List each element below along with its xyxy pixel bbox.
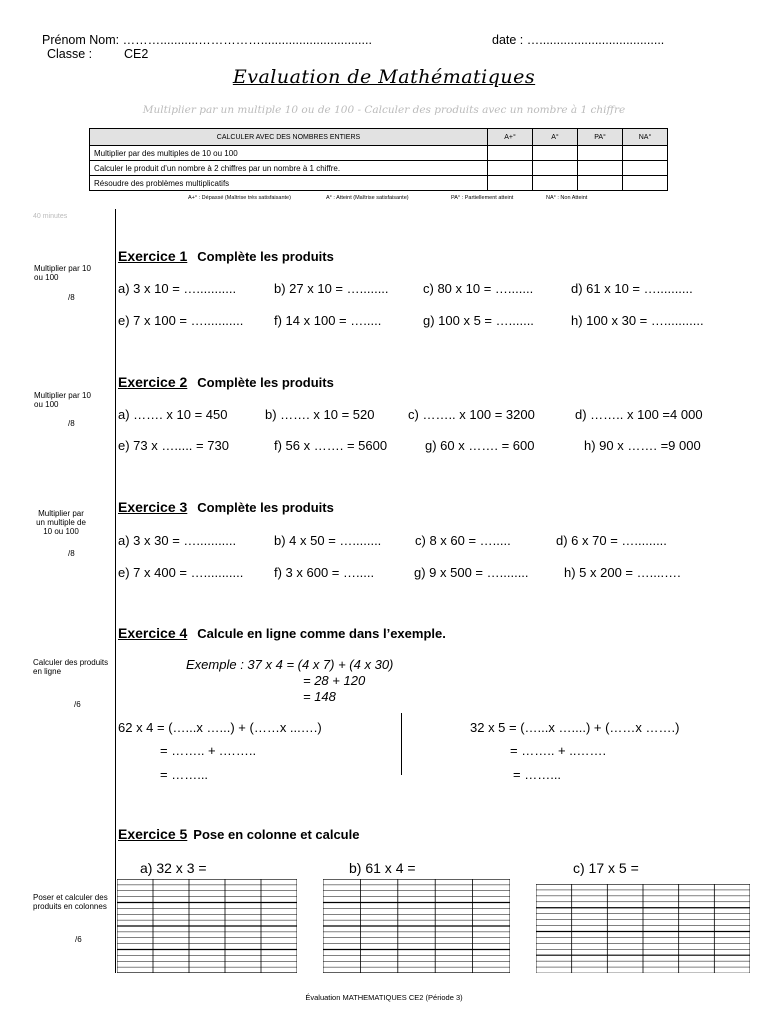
margin-label: Multiplier par un multiple de 10 ou 100	[36, 509, 86, 536]
level-cell	[578, 176, 623, 191]
legend-a-plus: A+° : Dépassé (Maîtrise très satisfaisante)	[188, 195, 291, 201]
page-subtitle: Multiplier par un multiple 10 ou de 100 - Calculer des produits avec un nombre à 1 chiffre	[142, 104, 626, 116]
exercise-instruction: Complète les produits	[197, 500, 334, 515]
margin-label: Multiplier par 10 ou 100	[34, 391, 91, 409]
question-2f: f) 56 x ……. = 5600	[274, 438, 388, 453]
question-3d: d) 6 x 70 = ….........	[556, 533, 667, 548]
question-2g: g) 60 x ……. = 600	[425, 438, 535, 453]
question-1g: g) 100 x 5 = ….......	[423, 313, 534, 328]
exercise-number: Exercice 5	[118, 826, 188, 842]
level-cell	[533, 146, 578, 161]
margin-label: Poser et calculer des produits en colonnes	[33, 893, 108, 911]
exercise-instruction: Calcule en ligne comme dans l’exemple.	[197, 626, 446, 641]
level-cell	[488, 146, 533, 161]
competency-header-row	[90, 129, 668, 146]
competency-header: CALCULER AVEC DES NOMBRES ENTIERS	[90, 129, 488, 146]
legend-a: A° : Atteint (Maîtrise satisfaisante)	[326, 195, 409, 201]
exercise-3-heading	[118, 499, 334, 515]
column-grid-b	[323, 879, 510, 973]
competency-cell: Multiplier par des multiples de 10 ou 100	[90, 146, 488, 161]
exercise-4-heading	[118, 625, 446, 641]
exercise-number: Exercice 4	[118, 625, 188, 641]
legend-pa: PA° : Partiellement atteint	[451, 195, 514, 201]
exercise-number: Exercice 3	[118, 499, 188, 515]
level-cell	[623, 146, 668, 161]
legend-na: NA° : Non Atteint	[546, 195, 588, 201]
exercise-number: Exercice 1	[118, 248, 188, 264]
score-box: /8	[68, 549, 75, 558]
level-cell	[578, 161, 623, 176]
level-cell	[623, 176, 668, 191]
table-row	[90, 161, 668, 176]
margin-label: Multiplier par 10 ou 100	[34, 264, 91, 282]
score-box: /6	[74, 700, 81, 709]
level-cell	[488, 176, 533, 191]
calc-left-line-1: 62 x 4 = (…...x …...) + (……x ...….)	[118, 720, 322, 735]
name-field-label: Prénom Nom: ………...........……………................................	[42, 33, 372, 47]
exercise-number: Exercice 2	[118, 374, 188, 390]
column-grid-a	[117, 879, 297, 973]
question-5c: c) 17 x 5 =	[573, 860, 639, 876]
question-1h: h) 100 x 30 = …...........	[571, 313, 704, 328]
question-3f: f) 3 x 600 = ….....	[274, 565, 375, 580]
question-3b: b) 4 x 50 = …........	[274, 533, 382, 548]
calc-left-line-2: = …….. + .……..	[160, 743, 257, 758]
exercise-instruction: Complète les produits	[197, 375, 334, 390]
question-5a: a) 32 x 3 =	[140, 860, 207, 876]
question-2a: a) ……. x 10 = 450	[118, 407, 228, 422]
question-3h: h) 5 x 200 = …....….	[564, 565, 681, 580]
question-2h: h) 90 x ……. =9 000	[584, 438, 701, 453]
example-line-1: Exemple : 37 x 4 = (4 x 7) + (4 x 30)	[186, 657, 394, 672]
level-header-a-plus: A+°	[488, 129, 533, 146]
exercise-2-heading	[118, 374, 334, 390]
question-2b: b) ……. x 10 = 520	[265, 407, 375, 422]
exercise-instruction: Pose en colonne et calcule	[193, 827, 360, 842]
question-5b: b) 61 x 4 =	[349, 860, 416, 876]
score-box: /8	[68, 419, 75, 428]
score-box: /8	[68, 293, 75, 302]
page-footer: Évaluation MATHEMATIQUES CE2 (Période 3)	[305, 993, 463, 1002]
exercise-instruction: Complète les produits	[197, 249, 334, 264]
question-1d: d) 61 x 10 = …..........	[571, 281, 693, 296]
level-header-pa: PA°	[578, 129, 623, 146]
level-cell	[488, 161, 533, 176]
margin-label: Calculer des produits en ligne	[33, 658, 109, 676]
question-1a: a) 3 x 10 = …...........	[118, 281, 237, 296]
table-row	[90, 176, 668, 191]
exercise-5-heading	[118, 826, 359, 842]
level-header-a: A°	[533, 129, 578, 146]
question-3c: c) 8 x 60 = ….....	[415, 533, 511, 548]
competency-cell: Calculer le produit d’un nombre à 2 chiffres par un nombre à 1 chiffre.	[90, 161, 488, 176]
class-label: Classe :	[47, 47, 93, 61]
column-separator	[401, 713, 402, 775]
calc-right-line-1: 32 x 5 = (…...x …....) + (……x …….)	[470, 720, 680, 735]
example-line-3: = 148	[303, 689, 336, 704]
score-box: /6	[75, 935, 82, 944]
question-3g: g) 9 x 500 = …........	[414, 565, 529, 580]
level-cell	[578, 146, 623, 161]
duration-label: 40 minutes	[33, 213, 68, 220]
question-3a: a) 3 x 30 = …...........	[118, 533, 237, 548]
calc-right-line-3: = ……...	[513, 767, 562, 782]
table-row	[90, 146, 668, 161]
calc-right-line-2: = …….. + ..…….	[510, 743, 607, 758]
example-line-2: = 28 + 120	[303, 673, 366, 688]
calc-left-line-3: = ……...	[160, 767, 209, 782]
competency-table	[89, 128, 668, 191]
margin-divider	[115, 209, 116, 973]
class-value: CE2	[124, 47, 149, 61]
question-2e: e) 73 x …..... = 730	[118, 438, 229, 453]
question-2c: c) …….. x 100 = 3200	[408, 407, 535, 422]
question-1f: f) 14 x 100 = ….....	[274, 313, 382, 328]
question-1b: b) 27 x 10 = …........	[274, 281, 389, 296]
level-cell	[533, 161, 578, 176]
competency-cell: Résoudre des problèmes multiplicatifs	[90, 176, 488, 191]
column-grid-c	[536, 884, 750, 973]
page-title: Evaluation de Mathématiques	[232, 66, 536, 88]
exercise-1-heading	[118, 248, 334, 264]
level-header-na: NA°	[623, 129, 668, 146]
question-1e: e) 7 x 100 = …...........	[118, 313, 244, 328]
question-1c: c) 80 x 10 = ….......	[423, 281, 534, 296]
date-field-label: date : …....................................	[492, 33, 665, 47]
level-cell	[533, 176, 578, 191]
question-2d: d) …….. x 100 =4 000	[575, 407, 703, 422]
question-3e: e) 7 x 400 = …...........	[118, 565, 244, 580]
level-cell	[623, 161, 668, 176]
